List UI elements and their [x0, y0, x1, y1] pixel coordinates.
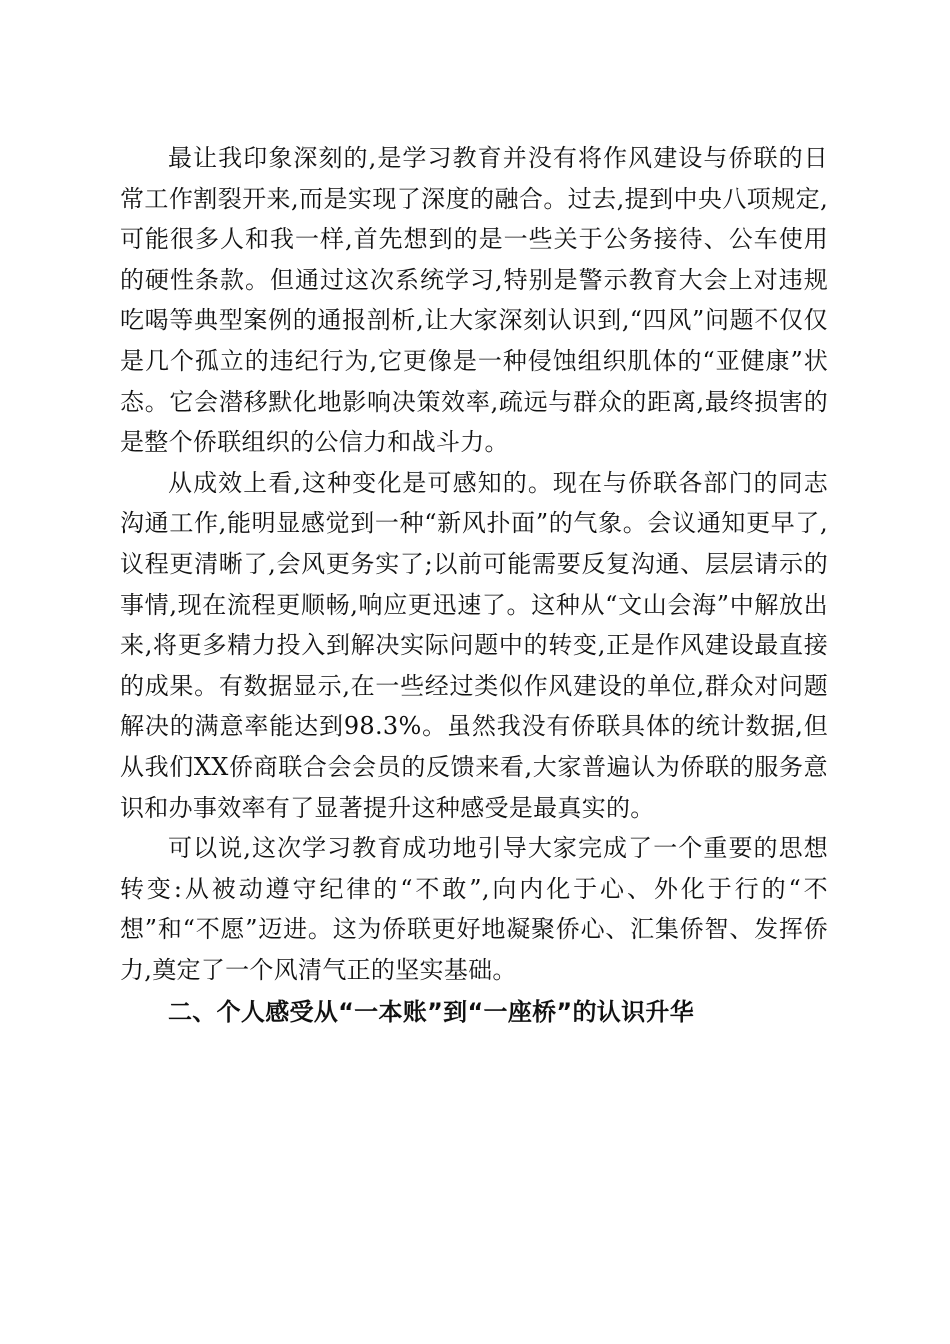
section-heading: 二、个人感受从“一本账”到“一座桥”的认识升华 — [168, 998, 694, 1027]
paragraph-3: 可以说,这次学习教育成功地引导大家完成了一个重要的思想转变:从被动遵守纪律的“不敢”,向内化于心、外化于行的“不想”和“不愿”迈进。这为侨联更好地凝聚侨心、汇集侨智、发挥侨力,奠定了一个风清气正的坚实基础。 — [120, 834, 828, 984]
paragraph-1: 最让我印象深刻的,是学习教育并没有将作风建设与侨联的日常工作割裂开来,而是实现了深度的融合。过去,提到中央八项规定,可能很多人和我一样,首先想到的是一些关于公务接待、公车使用的硬性条款。但通过这次系统学习,特别是警示教育大会上对违规吃喝等典型案例的通报剖析,让大家深刻认识到,“四风”问题不仅仅是几个孤立的违纪行为,它更像是一种侵蚀组织肌体的“亚健康”状态。它会潜移默化地影响决策效率,疏远与群众的距离,最终损害的是整个侨联组织的公信力和战斗力。 — [120, 144, 828, 457]
paragraph-2: 从成效上看,这种变化是可感知的。现在与侨联各部门的同志沟通工作,能明显感觉到一种“新风扑面”的气象。会议通知更早了,议程更清晰了,会风更务实了;以前可能需要反复沟通、层层请示的事情,现在流程更顺畅,响应更迅速了。这种从“文山会海”中解放出来,将更多精力投入到解决实际问题中的转变,正是作风建设最直接的成果。有数据显示,在一些经过类似作风建设的单位,群众对问题解决的满意率能达到98.3%。虽然我没有侨联具体的统计数据,但从我们XX侨商联合会会员的反馈来看,大家普遍认为侨联的服务意识和办事效率有了显著提升这种感受是最真实的。 — [120, 468, 828, 822]
document-body — [120, 138, 828, 1033]
